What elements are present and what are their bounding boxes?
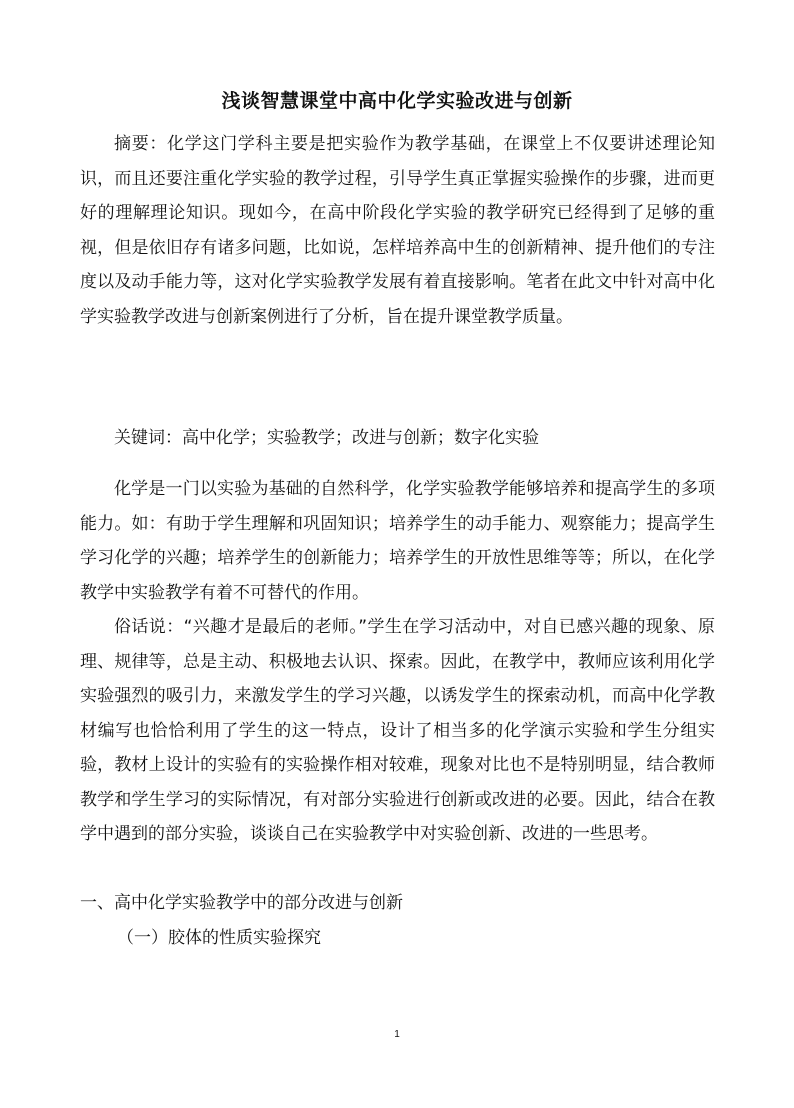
keywords-line: 关键词：高中化学；实验教学；改进与创新；数字化实验: [114, 428, 539, 448]
subsection-heading: （一）胶体的性质实验探究: [117, 928, 321, 948]
body-paragraph-2: 俗话说：“兴趣才是最后的老师。”学生在学习活动中，对自已感兴趣的现象、原理、规律等，总是主动、积极地去认识、探索。因此，在教学中，教师应该利用化学实验强烈的吸引力，来激发学生的学习兴趣，以诱发学生的探索动机，而高中化学教材编写也恰恰利用了学生的这一特点，设计了相当多的化学演示实验和学生分组实验，教材上设计的实验有的实验操作相对较难，现象对比也不是特别明显，结合教师教学和学生学习的实际情况，有对部分实验进行创新或改进的必要。因此，结合在教学中遇到的部分实验，谈谈自己在实验教学中对实验创新、改进的一些思考。: [80, 617, 715, 844]
page-number: 1: [394, 1029, 400, 1040]
paper-title: 浅谈智慧课堂中高中化学实验改进与创新: [221, 90, 573, 112]
section-heading: 一、高中化学实验教学中的部分改进与创新: [80, 893, 403, 913]
abstract-paragraph: 摘要：化学这门学科主要是把实验作为教学基础，在课堂上不仅要讲述理论知识，而且还要注重化学实验的教学过程，引导学生真正掌握实验操作的步骤，进而更好的理解理论知识。现如今，在高中阶段化学实验的教学研究已经得到了足够的重视，但是依旧存有诸多问题，比如说，怎样培养高中生的创新精神、提升他们的专注度以及动手能力等，这对化学实验教学发展有着直接影响。笔者在此文中针对高中化学实验教学改进与创新案例进行了分析，旨在提升课堂教学质量。: [80, 134, 715, 327]
body-paragraph-1: 化学是一门以实验为基础的自然科学，化学实验教学能够培养和提高学生的多项能力。如：有助于学生理解和巩固知识；培养学生的动手能力、观察能力；提高学生学习化学的兴趣；培养学生的创新能力；培养学生的开放性思维等等；所以，在化学教学中实验教学有着不可替代的作用。: [80, 479, 715, 603]
